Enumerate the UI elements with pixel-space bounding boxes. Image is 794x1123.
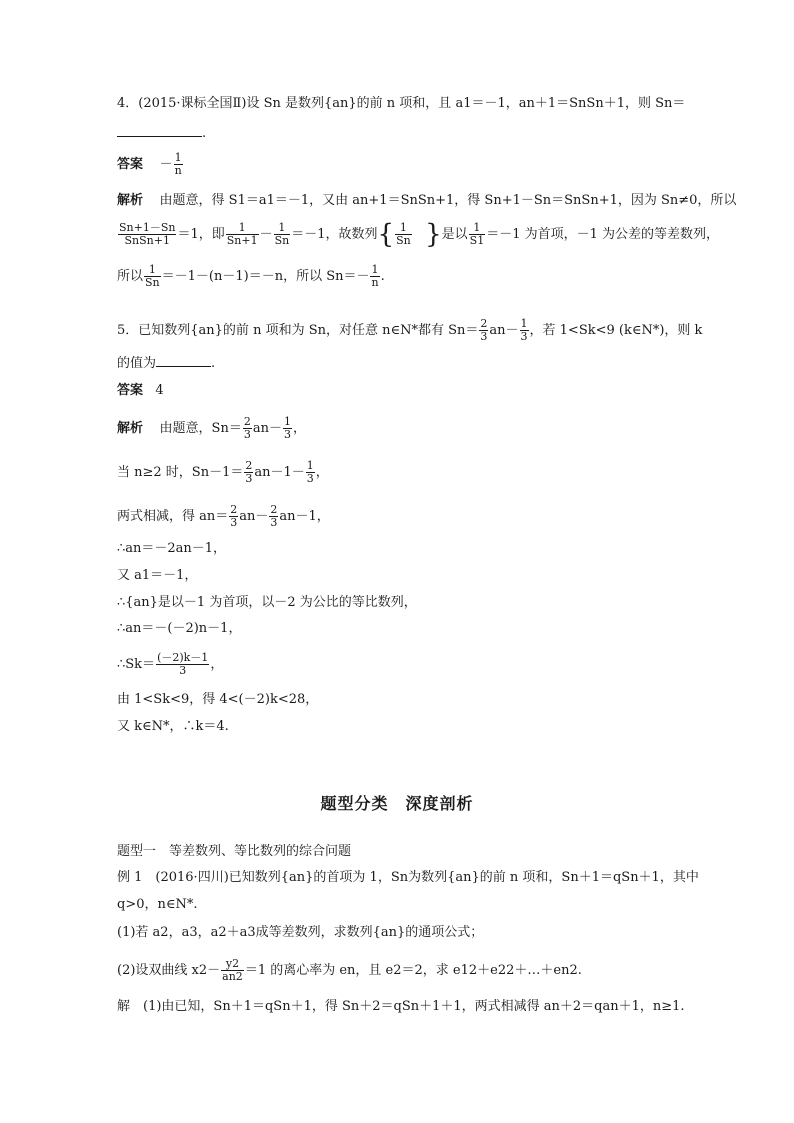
- problem-4-text: 4．(2015·课标全国Ⅱ)设 Sn 是数列{an}的前 n 项和，且 a1＝－1，an＋1＝SnSn＋1，则 Sn＝: [117, 96, 686, 111]
- period: .: [211, 356, 216, 371]
- solution-label: 解析: [117, 421, 144, 436]
- fraction: [274, 222, 291, 247]
- solution-5-line3: [117, 504, 330, 529]
- fraction: [156, 652, 209, 677]
- fraction-denominator: Sn: [274, 234, 290, 247]
- fraction-denominator: 3: [283, 428, 291, 441]
- fraction-numerator: 2: [230, 503, 238, 516]
- answer-5: [117, 382, 164, 400]
- solution-4-line1: [117, 192, 736, 210]
- fraction: [226, 222, 259, 247]
- fraction: [395, 222, 412, 247]
- answer-fraction: [174, 152, 183, 177]
- math-text: an－: [239, 509, 269, 524]
- answer-blank: [117, 124, 202, 137]
- fraction-numerator: 1: [144, 264, 161, 277]
- fraction: [269, 504, 278, 529]
- math-text: an－1－: [254, 465, 305, 480]
- solution-5-line8: [117, 652, 223, 677]
- fraction-denominator: 3: [520, 330, 528, 343]
- fraction-denominator: 3: [306, 472, 314, 485]
- fraction: [520, 318, 529, 343]
- example-1-line1: 例 1 (2016·四川)已知数列{an}的首项为 1，Sn为数列{an}的前 n 项和，Sn＋1＝qSn＋1，其中: [117, 870, 699, 885]
- fraction-numerator: 2: [270, 503, 278, 516]
- section-heading: 题型分类 深度剖析: [320, 794, 474, 813]
- solution-5-line7: ∴an＝－(－2)n－1，: [117, 621, 242, 636]
- fraction-numerator: 1: [226, 222, 259, 235]
- fraction-denominator: 3: [270, 516, 278, 529]
- math-text: an－: [252, 421, 282, 436]
- math-text: ＝1 的离心率为 en，且 e2＝2，求 e12＋e22＋…＋en2.: [244, 963, 582, 978]
- problem-4-line1: [117, 95, 685, 113]
- solution-5-line9: 由 1<Sk<9，得 4<(－2)k<28，: [117, 692, 319, 707]
- math-text: (2)设双曲线 x2－: [117, 963, 221, 978]
- fraction-denominator: n: [371, 276, 379, 289]
- fraction: [469, 222, 486, 247]
- math-text: 两式相减，得 an＝: [117, 509, 229, 524]
- fraction-denominator: SnSn+1: [124, 234, 170, 247]
- fraction-numerator: 2: [480, 317, 488, 330]
- solution-5-line2: [117, 460, 329, 485]
- fraction: [229, 504, 238, 529]
- right-brace: }: [425, 219, 442, 250]
- fraction-denominator: 3: [243, 428, 251, 441]
- fraction: [243, 416, 252, 441]
- fraction: [306, 460, 315, 485]
- solution-5-line5: 又 a1＝－1，: [117, 568, 198, 583]
- fraction-numerator: 1: [306, 459, 314, 472]
- solution-label: 解析: [117, 193, 144, 208]
- solution-5-line10: 又 k∈N*，∴k＝4.: [117, 719, 229, 734]
- fraction: [118, 222, 176, 247]
- example-1-line2: q>0，n∈N*.: [117, 897, 198, 912]
- fraction-numerator: Sn+1－Sn: [119, 221, 176, 234]
- math-text: 所以: [117, 269, 144, 284]
- answer-label: 答案: [117, 157, 144, 172]
- math-text: 当 n≥2 时，Sn－1＝: [117, 465, 244, 480]
- fraction-numerator: y2: [221, 958, 244, 971]
- math-text: ，: [315, 465, 329, 480]
- math-text: ，: [210, 657, 224, 672]
- fraction-numerator: 1: [395, 222, 412, 235]
- fraction-numerator: 1: [371, 263, 379, 276]
- solution-4-line2: [117, 219, 720, 250]
- solution-text: 由题意，得 S1＝a1＝－1，又由 an+1＝SnSn+1，得 Sn+1－Sn＝SnSn+1，因为 Sn≠0，所以: [159, 193, 737, 208]
- answer-label: 答案: [117, 383, 144, 398]
- math-text: 是以: [441, 227, 468, 242]
- math-text: 由题意，Sn＝: [159, 421, 242, 436]
- problem-4-line2: [117, 124, 206, 143]
- fraction-denominator: Sn+1: [226, 234, 258, 247]
- fraction-denominator: an2: [222, 970, 243, 983]
- fraction-denominator: 3: [245, 472, 253, 485]
- fraction: [244, 460, 253, 485]
- type-1-title: 题型一 等差数列、等比数列的综合问题: [117, 844, 352, 859]
- math-text: ，若 1<Sk<9 (k∈N*)，则 k: [529, 323, 703, 338]
- example-1-question-2: [117, 958, 582, 983]
- fraction-denominator: Sn: [396, 234, 411, 247]
- math-text: ＝－1－(n－1)＝－n，所以 Sn＝－: [161, 269, 370, 284]
- period: .: [380, 269, 385, 284]
- math-text: an－1，: [279, 509, 330, 524]
- fraction-denominator: 3: [179, 664, 187, 677]
- math-text: an－: [489, 323, 519, 338]
- math-text: ，: [292, 421, 306, 436]
- math-text: ＝1，即: [177, 227, 225, 242]
- math-text: 的值为: [117, 356, 157, 371]
- fraction: [283, 416, 292, 441]
- fraction: [221, 958, 244, 983]
- fraction: [479, 318, 488, 343]
- math-text: ∴Sk＝: [117, 657, 156, 672]
- solution-5-line6: ∴{an}是以－1 为首项，以－2 为公比的等比数列，: [117, 595, 417, 610]
- problem-5-text: 5．已知数列{an}的前 n 项和为 Sn，对任意 n∈N*都有 Sn＝: [117, 323, 479, 338]
- fraction-numerator: 2: [243, 415, 251, 428]
- answer-4: [117, 152, 184, 177]
- fraction-denominator: 3: [230, 516, 238, 529]
- math-text: －: [259, 227, 273, 242]
- math-text: ＝－1 为首项，－1 为公差的等差数列，: [486, 227, 720, 242]
- fraction-denominator: Sn: [145, 276, 160, 289]
- solution-4-line3: [117, 264, 385, 289]
- fraction: [370, 264, 379, 289]
- math-text: ＝－1，故数列: [291, 227, 378, 242]
- fraction-numerator: 2: [245, 459, 253, 472]
- fraction-numerator: 1: [469, 222, 486, 235]
- solution-1-line1: 解 (1)由已知，Sn＋1＝qSn＋1，得 Sn＋2＝qSn＋1＋1，两式相减得 an＋2＝qan＋1，n≥1.: [117, 999, 685, 1014]
- left-brace: {: [377, 219, 395, 250]
- problem-5-line2: [117, 354, 215, 373]
- fraction-numerator: 1: [174, 151, 182, 164]
- answer-blank: [156, 354, 211, 367]
- solution-5-line4: ∴an＝－2an－1，: [117, 541, 227, 556]
- period: .: [202, 126, 207, 141]
- fraction: [144, 264, 161, 289]
- fraction-denominator: n: [174, 164, 182, 177]
- answer-sign: －: [159, 157, 173, 172]
- fraction-numerator: 1: [274, 222, 291, 235]
- problem-5-line1: [117, 318, 702, 343]
- fraction-denominator: S1: [469, 234, 485, 247]
- fraction-numerator: 1: [520, 317, 528, 330]
- solution-5-line1: [117, 416, 306, 441]
- fraction-denominator: 3: [480, 330, 488, 343]
- example-1-question-1: (1)若 a2，a3，a2＋a3成等差数列，求数列{an}的通项公式；: [117, 925, 484, 940]
- answer-value: 4: [155, 383, 164, 398]
- fraction-numerator: 1: [283, 415, 291, 428]
- fraction-numerator: (－2)k－1: [157, 651, 209, 664]
